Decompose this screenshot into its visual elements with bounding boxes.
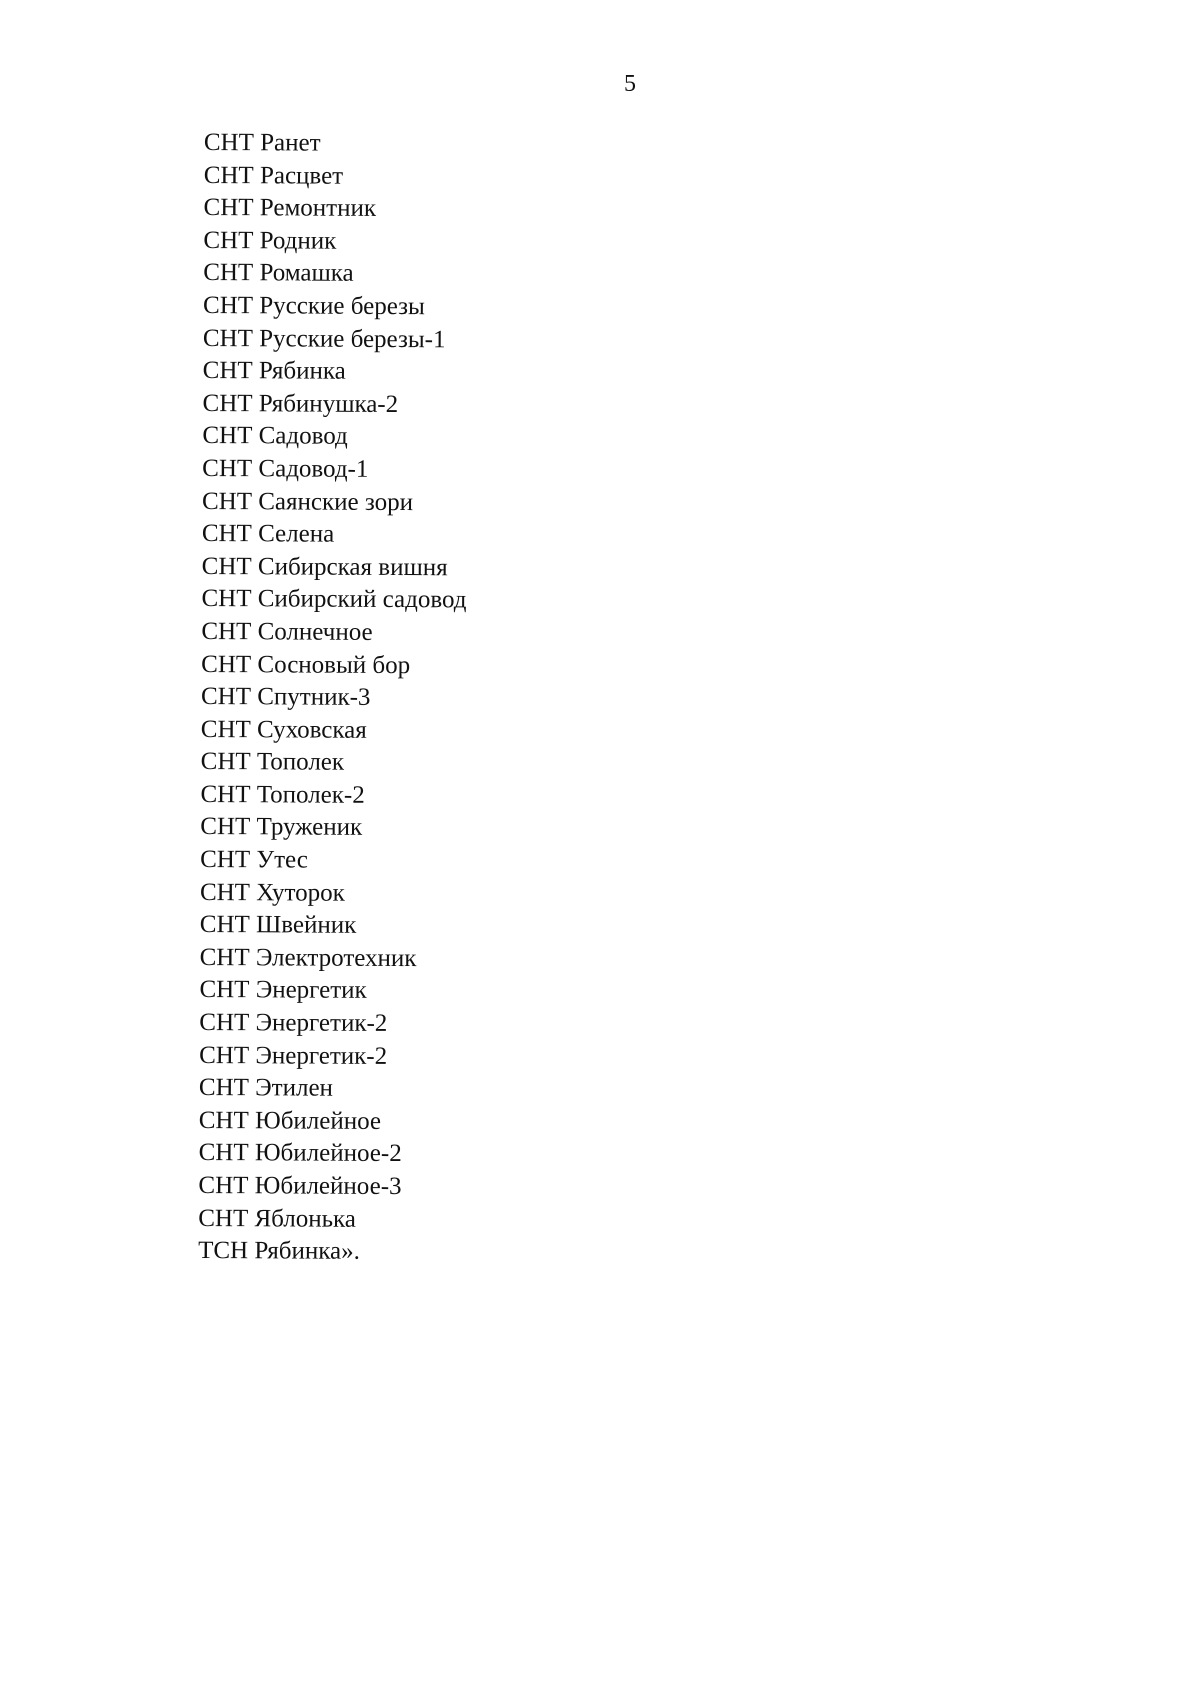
list-item: СНТ Садовод [202,422,348,451]
list-item: СНТ Юбилейное [198,1106,382,1135]
list-item: СНТ Энергетик-2 [199,1041,388,1070]
list-item: СНТ Сосновый бор [201,650,411,679]
list-item: СНТ Русские березы [202,291,425,321]
list-item: СНТ Селена [201,520,335,548]
list-item: СНТ Энергетик-2 [199,1009,388,1038]
list-item: СНТ Юбилейное-3 [198,1171,402,1201]
list-item: СНТ Сибирская вишня [201,552,448,582]
list-item: СНТ Швейник [199,911,357,940]
list-item: СНТ Рябинка [202,357,346,385]
list-item: СНТ Спутник-3 [200,683,371,711]
list-item: СНТ Родник [203,226,337,255]
list-item: ТСН Рябинка». [198,1237,360,1266]
list-item: СНТ Яблонька [198,1204,357,1233]
list-item: СНТ Тополек-2 [200,780,365,809]
list-item: СНТ Юбилейное-2 [198,1139,402,1168]
list-item: СНТ Утес [200,846,308,874]
list-item: СНТ Ремонтник [203,194,377,223]
list-item: СНТ Хуторок [199,878,345,907]
list-item: СНТ Этилен [198,1074,334,1102]
page-number: 5 [624,71,636,97]
list-item: СНТ Электротехник [199,943,417,972]
list-item: СНТ Саянские зори [201,487,414,516]
list-item: СНТ Солнечное [201,617,373,646]
list-item: СНТ Тополек [200,748,345,777]
list-item: СНТ Сибирский садовод [201,585,467,614]
list-item: СНТ Суховская [200,715,367,744]
organization-list [198,127,469,1269]
list-item: СНТ Расцвет [203,161,344,190]
list-item: СНТ Труженик [200,813,363,842]
list-item: СНТ Садовод-1 [202,454,369,483]
list-item: СНТ Рябинушка-2 [202,389,399,418]
list-item: СНТ Энергетик [199,976,367,1005]
list-item: СНТ Ранет [203,128,321,157]
list-item: СНТ Ромашка [203,259,354,288]
list-item: СНТ Русские березы-1 [202,324,446,353]
